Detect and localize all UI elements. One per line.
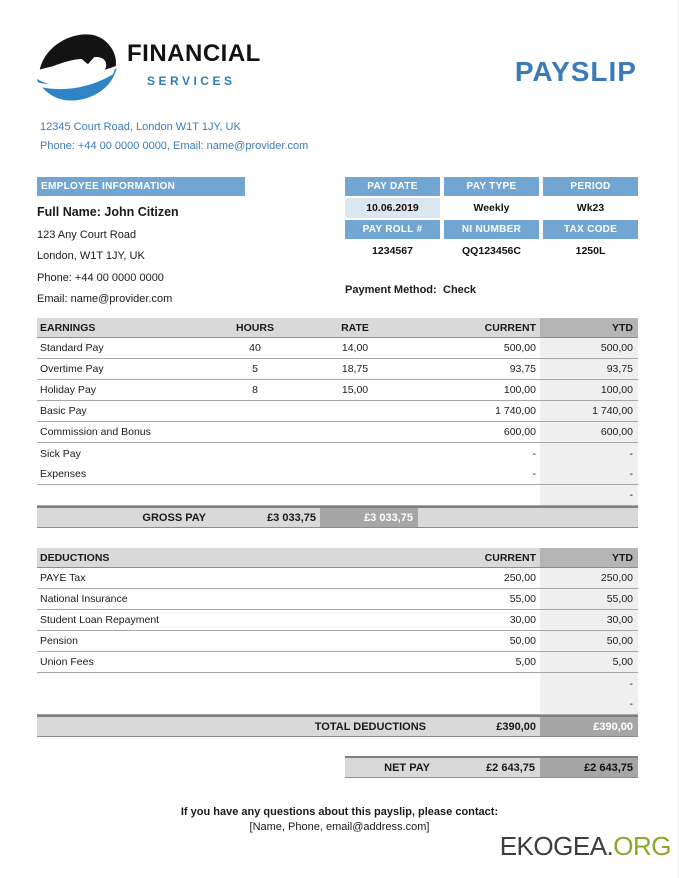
deductions-row-label bbox=[37, 673, 410, 694]
earnings-row-ytd: - bbox=[540, 485, 638, 505]
ni-number-value: QQ123456C bbox=[444, 241, 539, 261]
earnings-row-hours bbox=[210, 422, 300, 442]
earnings-row-current: 93,75 bbox=[509, 363, 536, 375]
company-address-line2: Phone: +44 00 0000 0000, Email: name@provider.com bbox=[40, 140, 309, 152]
earnings-row-label bbox=[37, 485, 210, 505]
deductions-row bbox=[37, 652, 638, 673]
earnings-row-current: 1 740,00 bbox=[495, 405, 536, 417]
deductions-row-current: 250,00 bbox=[503, 572, 536, 584]
employee-section-header: EMPLOYEE INFORMATION bbox=[37, 177, 245, 196]
earnings-row-ytd: 500,00 bbox=[540, 338, 638, 358]
brand-text bbox=[127, 40, 261, 108]
earnings-row-ytd: 1 740,00 bbox=[540, 401, 638, 421]
earnings-table bbox=[37, 318, 638, 528]
earnings-row bbox=[37, 359, 638, 380]
net-pay-label: NET PAY bbox=[345, 758, 430, 777]
earnings-row-ytd: - bbox=[540, 443, 638, 464]
earnings-row-current: 600,00 bbox=[503, 426, 536, 438]
earnings-row bbox=[37, 443, 638, 464]
earnings-row-hours bbox=[210, 443, 300, 464]
gross-pay-ytd: £3 033,75 bbox=[320, 508, 418, 527]
deductions-row-current: 5,00 bbox=[515, 656, 536, 668]
earnings-row-ytd: 93,75 bbox=[540, 359, 638, 379]
earnings-row-label: Standard Pay bbox=[40, 342, 104, 354]
earnings-row-current bbox=[410, 485, 540, 505]
deductions-row-ytd: - bbox=[540, 694, 638, 714]
earnings-row-hours bbox=[210, 401, 300, 421]
payroll-number-value: 1234567 bbox=[345, 241, 440, 261]
watermark-name: EKOGEA. bbox=[499, 831, 614, 861]
earnings-row-rate bbox=[300, 443, 410, 464]
footer-line2: [Name, Phone, email@address.com] bbox=[249, 821, 430, 833]
earnings-row-current: 500,00 bbox=[503, 342, 536, 354]
earnings-header: EARNINGS bbox=[40, 321, 96, 334]
deductions-row-ytd: 30,00 bbox=[540, 610, 638, 630]
earnings-row-label: Overtime Pay bbox=[40, 363, 104, 375]
earnings-row-label: Commission and Bonus bbox=[40, 426, 151, 438]
deductions-row-label: Student Loan Repayment bbox=[40, 614, 160, 626]
deductions-row bbox=[37, 631, 638, 652]
deductions-row bbox=[37, 589, 638, 610]
employee-address-line1: 123 Any Court Road bbox=[37, 228, 137, 241]
earnings-row bbox=[37, 380, 638, 401]
deductions-row bbox=[37, 610, 638, 631]
earnings-row bbox=[37, 401, 638, 422]
ni-number-header: NI NUMBER bbox=[444, 220, 539, 239]
deductions-row-label: Pension bbox=[40, 635, 78, 647]
deductions-row-ytd: 50,00 bbox=[540, 631, 638, 651]
net-pay-current: £2 643,75 bbox=[430, 758, 540, 777]
pay-date-header: PAY DATE bbox=[345, 177, 440, 196]
payment-method bbox=[345, 284, 476, 296]
deductions-row bbox=[37, 568, 638, 589]
deductions-row-ytd: 250,00 bbox=[540, 568, 638, 588]
pay-type-header: PAY TYPE bbox=[444, 177, 539, 196]
earnings-row-rate: 15,00 bbox=[341, 384, 369, 396]
brand-name: FINANCIAL bbox=[127, 40, 261, 67]
globe-swoosh-icon bbox=[33, 26, 123, 108]
gross-pay-label: GROSS PAY bbox=[142, 511, 206, 524]
earnings-row-rate bbox=[300, 485, 410, 505]
watermark-tld: ORG bbox=[613, 831, 671, 861]
earnings-row-hours: 8 bbox=[252, 384, 258, 396]
earnings-row-rate bbox=[300, 422, 410, 442]
earnings-row-current: - bbox=[532, 468, 536, 480]
earnings-row-rate: 14,00 bbox=[341, 342, 369, 354]
earnings-row-rate bbox=[300, 401, 410, 421]
earnings-row-ytd: - bbox=[540, 464, 638, 484]
employee-address-line2: London, W1T 1JY, UK bbox=[37, 250, 145, 262]
deductions-row-current: 30,00 bbox=[509, 614, 536, 626]
footer-line1: If you have any questions about this payslip, please contact: bbox=[180, 806, 499, 818]
brand-logo bbox=[33, 26, 261, 108]
hours-header: HOURS bbox=[236, 321, 274, 334]
earnings-row bbox=[37, 464, 638, 485]
rate-header: RATE bbox=[341, 321, 369, 334]
company-address bbox=[40, 118, 308, 156]
total-deductions-current: £390,00 bbox=[496, 720, 536, 733]
period-header: PERIOD bbox=[543, 177, 638, 196]
earnings-row-ytd: 100,00 bbox=[540, 380, 638, 400]
employee-phone: Phone: +44 00 0000 0000 bbox=[37, 271, 164, 284]
employee-full-name: Full Name: John Citizen bbox=[37, 205, 179, 219]
earnings-row-current: 100,00 bbox=[503, 384, 536, 396]
deductions-row-current: 55,00 bbox=[509, 593, 536, 605]
period-value: Wk23 bbox=[543, 198, 638, 218]
deductions-current-header: CURRENT bbox=[484, 551, 536, 564]
brand-subtitle: SERVICES bbox=[147, 74, 236, 88]
total-deductions-row bbox=[37, 715, 638, 737]
total-deductions-label: TOTAL DEDUCTIONS bbox=[314, 720, 426, 733]
payroll-number-header: PAY ROLL # bbox=[345, 220, 440, 239]
employee-email: Email: name@provider.com bbox=[37, 293, 173, 305]
earnings-row-hours bbox=[210, 485, 300, 505]
company-address-line1: 12345 Court Road, London W1T 1JY, UK bbox=[40, 121, 241, 133]
earnings-row-label: Sick Pay bbox=[40, 447, 81, 460]
earnings-body bbox=[37, 338, 638, 506]
tax-code-value: 1250L bbox=[543, 241, 638, 261]
employee-section bbox=[37, 177, 337, 305]
deductions-row-ytd: 5,00 bbox=[540, 652, 638, 672]
earnings-row-label: Basic Pay bbox=[40, 405, 87, 417]
earnings-row-hours bbox=[210, 464, 300, 484]
earnings-row-rate bbox=[300, 464, 410, 484]
deductions-header-row bbox=[37, 548, 638, 568]
earnings-row bbox=[37, 422, 638, 443]
deductions-row-ytd: 55,00 bbox=[540, 589, 638, 609]
watermark bbox=[500, 831, 671, 862]
deductions-header: DEDUCTIONS bbox=[40, 551, 110, 564]
deductions-row-ytd: - bbox=[540, 673, 638, 694]
tax-code-header: TAX CODE bbox=[543, 220, 638, 239]
deductions-table bbox=[37, 548, 638, 737]
deductions-ytd-header: YTD bbox=[540, 548, 638, 567]
gross-pay-current: £3 033,75 bbox=[267, 511, 316, 524]
earnings-row-ytd: 600,00 bbox=[540, 422, 638, 442]
deductions-row-current bbox=[410, 673, 540, 694]
pay-type-value: Weekly bbox=[444, 198, 539, 218]
deductions-row-label bbox=[37, 694, 410, 714]
earnings-row-label: Holiday Pay bbox=[40, 384, 97, 396]
deductions-row-label: Union Fees bbox=[40, 656, 94, 668]
earnings-row bbox=[37, 485, 638, 506]
net-pay-row bbox=[345, 756, 638, 778]
deductions-row bbox=[37, 673, 638, 694]
deductions-row-label: National Insurance bbox=[40, 593, 128, 605]
earnings-row-label: Expenses bbox=[40, 468, 87, 480]
deductions-row-label: PAYE Tax bbox=[40, 572, 86, 584]
pay-details-grid bbox=[345, 177, 638, 261]
deductions-row-current bbox=[410, 694, 540, 714]
current-header: CURRENT bbox=[484, 321, 536, 334]
ytd-header: YTD bbox=[540, 318, 638, 337]
earnings-row-hours: 5 bbox=[252, 363, 258, 375]
page-title: PAYSLIP bbox=[514, 56, 637, 87]
deductions-body bbox=[37, 568, 638, 715]
earnings-row-rate: 18,75 bbox=[341, 363, 369, 375]
payment-method-value: Check bbox=[443, 284, 477, 296]
gross-pay-row bbox=[37, 506, 638, 528]
net-pay-ytd: £2 643,75 bbox=[540, 758, 638, 777]
earnings-row bbox=[37, 338, 638, 359]
earnings-row-hours: 40 bbox=[249, 342, 261, 354]
pay-date-value: 10.06.2019 bbox=[345, 198, 440, 218]
earnings-row-current: - bbox=[532, 447, 536, 460]
payment-method-label: Payment Method: bbox=[345, 284, 437, 296]
total-deductions-ytd: £390,00 bbox=[540, 717, 638, 736]
deductions-row bbox=[37, 694, 638, 715]
deductions-row-current: 50,00 bbox=[509, 635, 536, 647]
earnings-header-row bbox=[37, 318, 638, 338]
